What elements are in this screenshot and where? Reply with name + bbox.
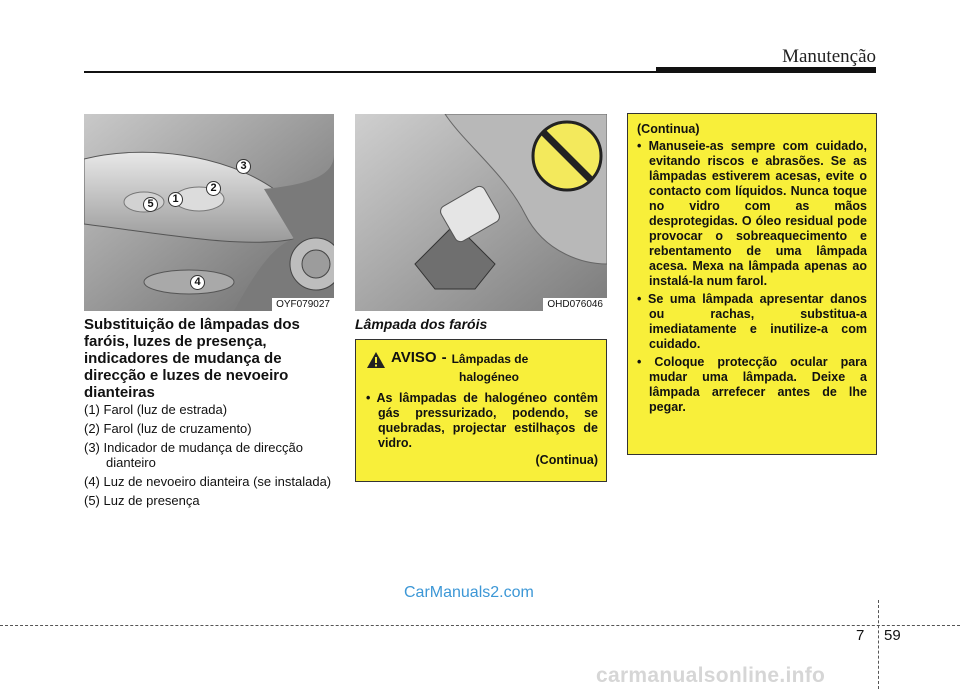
warning-header: [366, 349, 598, 369]
header-rule: [84, 71, 664, 73]
figure-caption: Lâmpada dos faróis: [355, 316, 488, 332]
figure-code: OHD076046: [543, 298, 607, 311]
continuation-label: (Continua): [637, 122, 700, 136]
callout-5: 5: [143, 197, 158, 212]
warning-title: AVISO: [391, 349, 437, 366]
bulb-handling-illustration: [355, 114, 607, 311]
chapter-number: 7: [856, 627, 865, 644]
warning-triangle-icon: [366, 351, 386, 369]
continuation-list: [637, 139, 867, 415]
warning-body: • As lâmpadas de halogéneo contêm gás pressurizado, podendo, se quebradas, projectar estilhaços de vidro.: [366, 391, 598, 450]
warning-continuation-box: [627, 113, 877, 455]
list-item: • Manuseie-as sempre com cuidado, evitando riscos e abrasões. Se as lâmpadas estiverem acesas, evite o contacto com líquidos. Nunca toque no vidro com as mãos desprotegidas. O óleo residual pode provocar o sobreaquecimento e rebentamento de uma lâmpada acesa. Mexa na lâmpada apenas ao instalá-la num farol.: [637, 139, 867, 288]
list-item: (2) Farol (luz de cruzamento): [84, 421, 252, 436]
headlamp-figure: [84, 114, 334, 311]
list-item: • Se uma lâmpada apresentar danos ou rachas, substitua-a imediatamente e inutilize-a com cuidado.: [637, 292, 867, 351]
callout-4: 4: [190, 275, 205, 290]
warning-dash: -: [441, 349, 447, 366]
headlamp-illustration: [84, 114, 334, 311]
list-item: • Coloque protecção ocular para mudar uma lâmpada. Deixe a lâmpada arrefecer antes de lhe pegar.: [637, 355, 867, 414]
list-item: (4) Luz de nevoeiro dianteira (se instalada): [84, 474, 332, 489]
warning-box: [355, 339, 607, 482]
warning-subtitle-line2: halogéneo: [459, 370, 520, 384]
figure-code: OYF079027: [272, 298, 334, 311]
watermark-link[interactable]: CarManuals2.com: [404, 584, 534, 601]
list-item: (5) Luz de presença: [84, 493, 200, 508]
footer-divider: [878, 600, 879, 689]
bulb-figure: [355, 114, 607, 311]
header-rule-accent: [656, 67, 876, 73]
page-header-title: Manutenção: [782, 46, 876, 67]
site-watermark: carmanualsonline.info: [596, 664, 826, 687]
callout-2: 2: [206, 181, 221, 196]
warning-continued: (Continua): [535, 453, 598, 467]
callout-1: 1: [168, 192, 183, 207]
callout-3: 3: [236, 159, 251, 174]
bulb-item-list: [84, 402, 334, 512]
list-item: (1) Farol (luz de estrada): [84, 402, 228, 417]
list-item: (3) Indicador de mudança de direcção dianteiro: [84, 440, 303, 470]
footer-rule: [0, 625, 960, 626]
warning-subtitle: Lâmpadas de: [451, 352, 529, 366]
section-heading: Substituição de lâmpadas dos faróis, luzes de presença, indicadores de mudança de direcção e luzes de nevoeiro dianteiras: [84, 316, 300, 401]
page-number: 59: [884, 627, 901, 644]
